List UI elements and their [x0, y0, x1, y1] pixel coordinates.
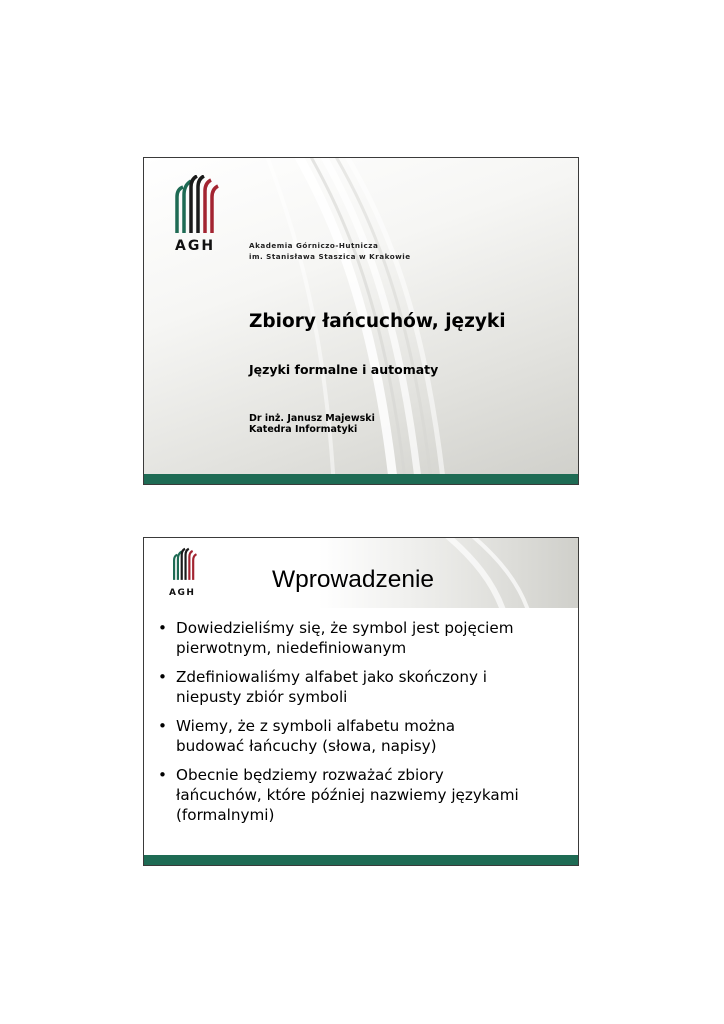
bullet-list	[156, 618, 576, 834]
logo-text: AGH	[175, 238, 216, 254]
content-slide	[143, 537, 579, 866]
list-item	[156, 667, 576, 707]
bullet-line: Dowiedzieliśmy się, że symbol jest pojęciem	[176, 619, 514, 637]
institution-name	[249, 240, 411, 262]
bullet-icon: •	[158, 717, 167, 735]
author-name: Dr inż. Janusz Majewski	[249, 413, 375, 424]
bullet-line: łańcuchów, które później nazwiemy językami	[176, 786, 519, 804]
footer-bar	[144, 855, 578, 865]
department-name: Katedra Informatyki	[249, 424, 358, 435]
bullet-line: Zdefiniowaliśmy alfabet jako skończony i	[176, 668, 487, 686]
agh-logo-icon	[175, 175, 219, 233]
bullet-line: (formalnymi)	[176, 806, 275, 824]
agh-logo	[173, 546, 197, 582]
bullet-icon: •	[158, 668, 167, 686]
institution-line-2: im. Stanisława Staszica w Krakowie	[249, 252, 411, 261]
bullet-icon: •	[158, 619, 167, 637]
title-slide	[143, 157, 579, 485]
bullet-line: budować łańcuchy (słowa, napisy)	[176, 737, 437, 755]
logo-text: AGH	[169, 588, 196, 598]
bullet-line: Wiemy, że z symboli alfabetu można	[176, 717, 456, 735]
agh-logo-icon	[173, 546, 197, 582]
footer-bar	[144, 474, 578, 484]
institution-line-1: Akademia Górniczo-Hutnicza	[249, 241, 379, 250]
slide-title: Zbiory łańcuchów, języki	[249, 311, 506, 332]
list-item	[156, 765, 576, 825]
slide-title: Wprowadzenie	[272, 566, 435, 593]
bullet-line: niepusty zbiór symboli	[176, 688, 348, 706]
slide-header	[144, 538, 579, 608]
list-item	[156, 618, 576, 658]
bullet-icon: •	[158, 766, 167, 784]
slide-subtitle: Języki formalne i automaty	[249, 362, 439, 377]
bullet-line: Obecnie będziemy rozważać zbiory	[176, 766, 444, 784]
agh-logo	[175, 175, 219, 233]
list-item	[156, 716, 576, 756]
bullet-line: pierwotnym, niedefiniowanym	[176, 639, 407, 657]
author-block	[249, 413, 375, 435]
